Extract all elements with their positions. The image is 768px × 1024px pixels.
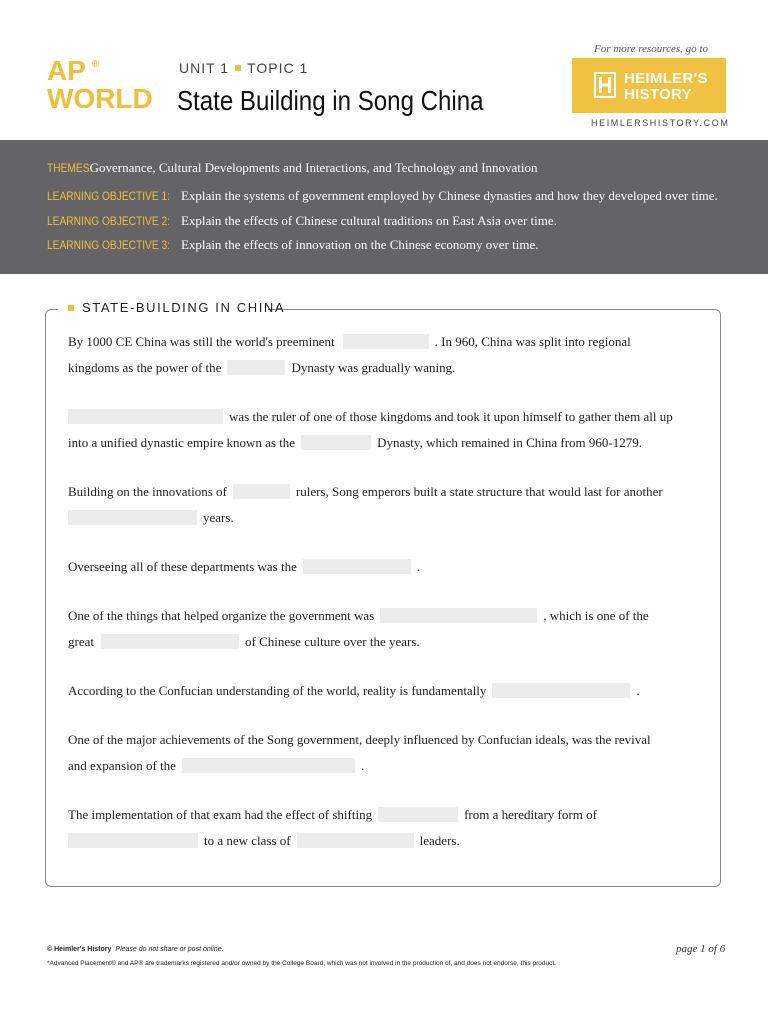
worksheet-line [68, 484, 663, 500]
blank-field[interactable] [380, 608, 537, 623]
brand-name-line2: HISTORY [624, 86, 692, 103]
blank-field[interactable] [492, 683, 630, 698]
themes-label: THEMES: [47, 161, 93, 175]
line-text: great [68, 634, 94, 649]
blank-field[interactable] [303, 559, 411, 574]
footer-copyright [47, 946, 224, 953]
worksheet-line [68, 510, 234, 526]
line-text: One of the things that helped organize the government was [68, 608, 375, 623]
worksheet-line [68, 360, 455, 376]
lo2-label: LEARNING OBJECTIVE 2: [47, 214, 170, 228]
line-text: rulers, Song emperors built a state structure that would last for another [295, 484, 663, 499]
learning-objective-3 [47, 237, 538, 253]
blank-field[interactable] [68, 409, 223, 424]
lo3-text: Explain the effects of innovation on the Chinese economy over time. [180, 237, 539, 252]
line-text: years. [203, 510, 234, 525]
website-link[interactable]: HEIMLERSHISTORY.COM [591, 118, 730, 128]
line-text: Dynasty, which remained in China from 960-1279. [377, 435, 642, 450]
themes-row [47, 160, 538, 176]
themes-text: Governance, Cultural Developments and Interactions, and Technology and Innovation [89, 160, 538, 175]
section-title-text: STATE-BUILDING IN CHINA [82, 300, 286, 315]
blank-field[interactable] [68, 510, 197, 525]
footer-disclaimer: *Advanced Placement® and AP® are trademarks registered and/or owned by the College Board, which was not involved in the production of, and does not endorse, this product. [47, 960, 556, 967]
line-text: . [636, 683, 640, 698]
blank-field[interactable] [343, 334, 429, 349]
footer-note: Please do not share or post online. [115, 946, 224, 953]
lo1-text: Explain the systems of government employed by Chinese dynasties and how they developed over time. [180, 188, 718, 203]
worksheet-line [68, 833, 460, 849]
worksheet-line [68, 732, 651, 748]
worksheet-line [68, 683, 640, 699]
logo-world-text: WORLD [47, 83, 153, 114]
blank-field[interactable] [101, 634, 239, 649]
learning-objective-2 [47, 213, 557, 229]
line-text: . [360, 758, 365, 773]
learning-objective-1 [47, 188, 718, 204]
heimlers-history-logo[interactable] [572, 58, 726, 113]
lo2-text: Explain the effects of Chinese cultural traditions on East Asia over time. [180, 213, 557, 228]
worksheet-line [68, 409, 673, 425]
line-text: , which is one of the [543, 608, 649, 623]
lo1-label: LEARNING OBJECTIVE 1: [47, 189, 170, 203]
line-text: was the ruler of one of those kingdoms and took it upon himself to gather them all up [229, 409, 673, 424]
line-text: . [416, 559, 421, 574]
logo-registered-mark: ® [92, 59, 100, 70]
line-text: The implementation of that exam had the effect of shifting [68, 807, 373, 822]
worksheet-line [68, 634, 420, 650]
worksheet-line [68, 608, 649, 624]
line-text: By 1000 CE China was still the world's preeminent [68, 334, 335, 349]
worksheet-line [68, 758, 364, 774]
line-text: kingdoms as the power of the [68, 360, 222, 375]
line-text: of Chinese culture over the years. [244, 634, 420, 649]
worksheet-frame [45, 309, 721, 887]
line-text: into a unified dynastic empire known as the [68, 435, 296, 450]
topic-label: TOPIC 1 [247, 60, 309, 76]
worksheet-line [68, 435, 642, 451]
footer-brand: © Heimler's History [47, 946, 112, 953]
logo-ap-text: AP [47, 55, 86, 86]
lo3-label: LEARNING OBJECTIVE 3: [47, 238, 170, 252]
page-number: page 1 of 6 [676, 943, 726, 955]
heimlers-h-logo-icon [594, 72, 616, 98]
blank-field[interactable] [297, 833, 414, 848]
resources-caption: For more resources, go to [594, 43, 708, 55]
blank-field[interactable] [301, 435, 371, 450]
line-text: According to the Confucian understanding of the world, reality is fundamentally [68, 683, 487, 698]
blank-field[interactable] [227, 360, 285, 375]
section-title [68, 300, 285, 315]
line-text: to a new class of [204, 833, 291, 848]
blank-field[interactable] [182, 758, 355, 773]
separator-square-icon [235, 65, 241, 71]
blank-field[interactable] [378, 807, 458, 822]
worksheet-line [68, 559, 420, 575]
unit-label: UNIT 1 [179, 60, 230, 76]
line-text: leaders. [419, 833, 460, 848]
page-title: State Building in Song China [177, 85, 484, 116]
line-text: Overseeing all of these departments was the [68, 559, 297, 574]
line-text: Building on the innovations of [68, 484, 227, 499]
worksheet-line [68, 334, 631, 350]
line-text: . In 960, China was split into regional [434, 334, 631, 349]
brand-name-line1: HEIMLER'S [624, 70, 708, 87]
line-text: Dynasty was gradually waning. [291, 360, 456, 375]
worksheet-line [68, 807, 597, 823]
unit-topic-label [179, 60, 308, 76]
blank-field[interactable] [68, 833, 198, 848]
blank-field[interactable] [233, 484, 290, 499]
line-text: and expansion of the [68, 758, 176, 773]
line-text: from a hereditary form of [464, 807, 597, 822]
line-text: One of the major achievements of the Song government, deeply influenced by Confucian ideals, was the revival [68, 732, 651, 747]
section-bullet-icon [68, 305, 74, 311]
